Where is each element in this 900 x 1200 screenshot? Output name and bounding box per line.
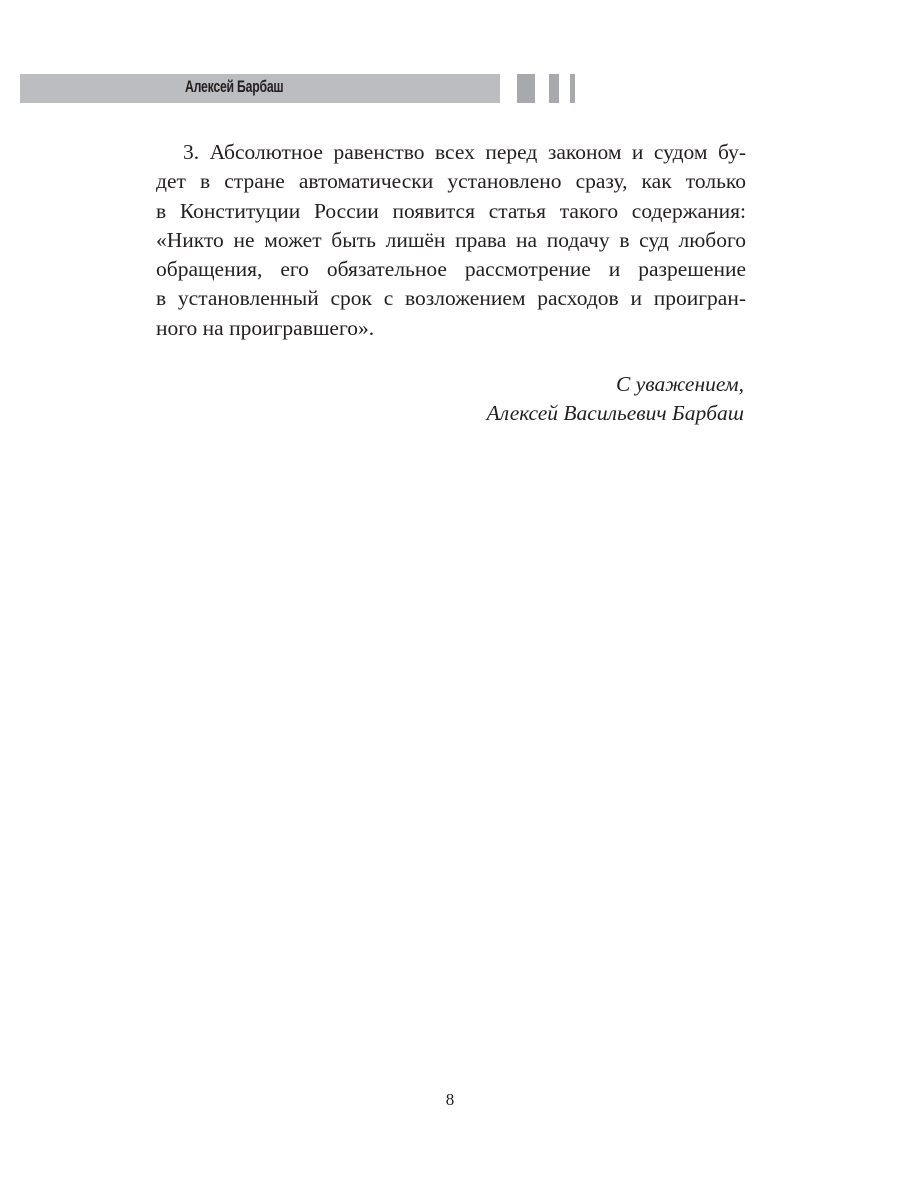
header-decor-block (570, 74, 575, 103)
body-paragraph (156, 138, 746, 343)
header-decor-block (517, 74, 535, 103)
paragraph-line: 3. Абсолютное равенство всех перед законом и судом бу- (183, 140, 746, 164)
paragraph-line: в Конституции России появится статья такого содержания: (156, 198, 746, 223)
header-decor-block (549, 74, 559, 103)
paragraph-line: в установленный срок с возложением расходов и проигран- (156, 286, 746, 311)
running-header-author: Алексей Барбаш (185, 77, 284, 96)
page-number: 8 (445, 1090, 455, 1109)
signature-closing: С уважением, (616, 372, 744, 396)
paragraph-line: «Никто не может быть лишён права на подачу в суд любого (156, 227, 746, 252)
signature-name: Алексей Васильевич Барбаш (486, 401, 744, 426)
paragraph-line: обращения, его обязательное рассмотрение и разрешение (156, 257, 746, 282)
signature-block (487, 370, 744, 429)
paragraph-line: дет в стране автоматически установлено сразу, как только (156, 169, 746, 194)
paragraph-line: ного на проигравшего». (156, 315, 375, 340)
